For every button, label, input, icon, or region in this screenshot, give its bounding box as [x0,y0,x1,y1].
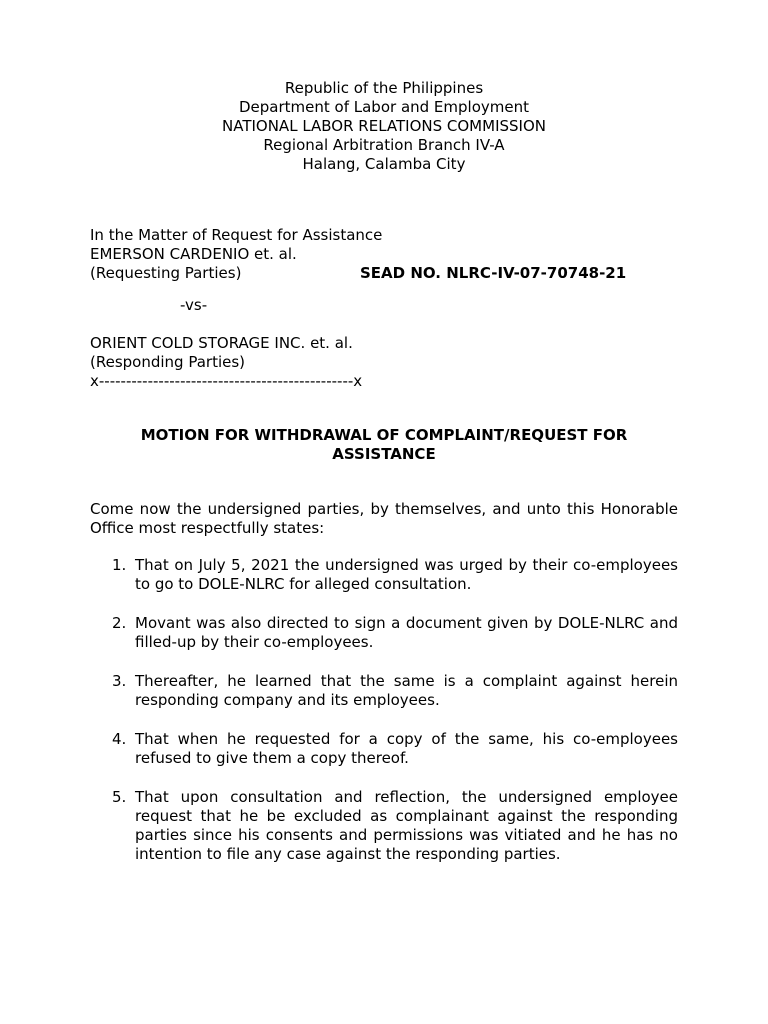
motion-title-line1: MOTION FOR WITHDRAWAL OF COMPLAINT/REQUEST FOR [140,426,628,444]
caption-respondent: ORIENT COLD STORAGE INC. et. al. [90,334,353,352]
caption-matter: In the Matter of Request for Assistance [90,226,383,244]
list-item-text: Movant was also directed to sign a document given by DOLE-NLRC and filled-up by their co-employees. [135,614,678,651]
document-header [0,79,768,174]
respondent-block [90,334,690,391]
list-item [90,672,678,710]
header-address: Halang, Calamba City [302,155,466,173]
header-commission: NATIONAL LABOR RELATIONS COMMISSION [222,117,546,135]
list-item-number: 3. [112,672,127,690]
motion-title [90,426,678,464]
header-department: Department of Labor and Employment [239,98,529,116]
case-number: SEAD NO. NLRC-IV-07-70748-21 [360,264,627,282]
caption-separator: x-----------------------------------------------x [90,372,363,390]
list-item-text: That when he requested for a copy of the same, his co-employees refused to give them a copy thereof. [135,730,678,767]
header-branch: Regional Arbitration Branch IV-A [263,136,505,154]
caption-versus: -vs- [180,296,208,314]
list-item [90,614,678,652]
caption-complainant: EMERSON CARDENIO et. al. [90,245,297,263]
list-item-number: 1. [112,556,127,574]
case-caption [90,226,690,283]
list-item-number: 5. [112,788,127,806]
list-item [90,556,678,594]
motion-title-line2: ASSISTANCE [332,445,436,463]
intro-paragraph: Come now the undersigned parties, by themselves, and unto this Honorable Office most respectfully states: [90,500,678,537]
list-item-number: 2. [112,614,127,632]
list-item [90,788,678,864]
caption-respondent-role: (Responding Parties) [90,353,246,371]
numbered-list [90,556,678,884]
list-item [90,730,678,768]
list-item-text: That on July 5, 2021 the undersigned was urged by their co-employees to go to DOLE-NLRC for alleged consultation. [135,556,678,593]
list-item-number: 4. [112,730,127,748]
caption-complainant-role: (Requesting Parties) [90,264,242,282]
caption-complainant-role-row [90,264,690,283]
list-item-text: Thereafter, he learned that the same is a complaint against herein responding company and its employees. [135,672,678,709]
header-republic: Republic of the Philippines [284,79,484,97]
list-item-text: That upon consultation and reflection, the undersigned employee request that he be excluded as complainant against the responding parties since his consents and permissions was vitiated and he has no intention to file any case against the responding parties. [135,788,678,863]
